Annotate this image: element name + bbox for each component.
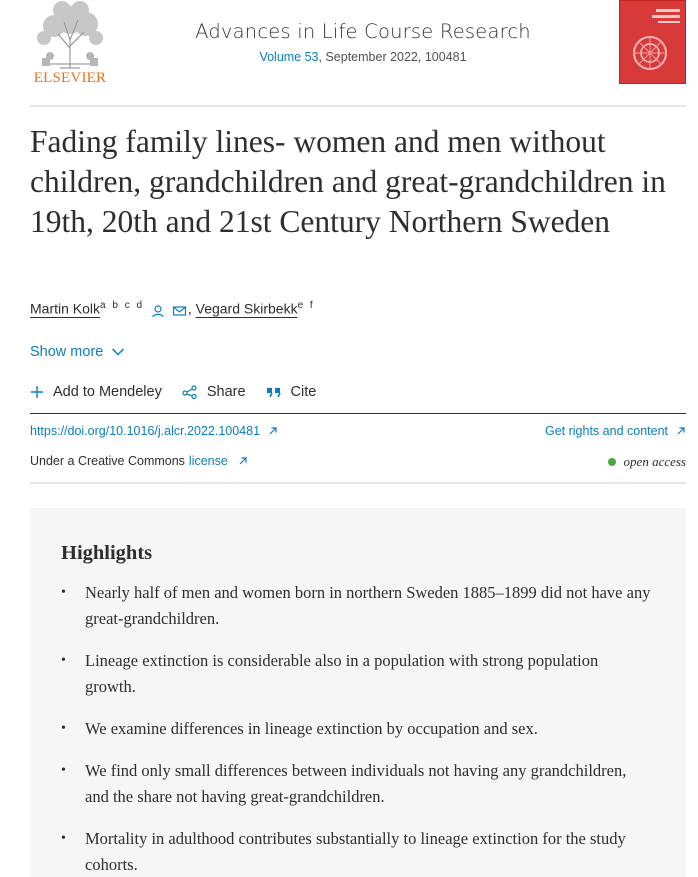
journal-cover-icon[interactable] [619,0,686,84]
license-row [30,454,686,474]
volume-link[interactable]: Volume 53 [259,50,319,64]
highlights-title: Highlights [61,542,153,564]
rights-label: Get rights and content [545,424,668,438]
person-icon[interactable] [151,304,165,321]
email-icon[interactable] [172,304,188,321]
divider [30,413,686,414]
article-toolbar [30,384,336,400]
author-list [30,300,315,321]
journal-info [130,20,596,64]
page-header [30,0,686,107]
elsevier-logo[interactable] [30,0,110,88]
article-title: Fading family lines- women and men without children, grandchildren and great-grandchildren in 19th, 20th and 21st Century Northern Sweden [30,124,666,239]
license-link[interactable]: license [188,454,228,468]
journal-title[interactable]: Advances in Life Course Research [195,20,531,43]
doi-row [30,424,686,444]
author-affiliation-kolk[interactable]: a b c d [100,300,145,311]
author-affiliation-skirbekk[interactable]: e f [297,300,315,311]
show-more-label: Show more [30,344,104,360]
chevron-down-icon [111,347,125,357]
highlight-item: • Lineage extinction is considerable also in a population with strong population growth. [61,648,651,700]
show-more-button[interactable] [30,344,125,360]
highlight-item: • We examine differences in lineage extinction by occupation and sex. [61,716,651,742]
issue-details: , September 2022, 100481 [318,50,467,64]
get-rights-link[interactable] [545,424,686,438]
external-link-icon [676,426,686,436]
elsevier-wordmark: ELSEVIER [33,70,107,86]
quote-icon [266,385,282,399]
share-label: Share [206,384,246,400]
open-access-badge [608,454,686,470]
cite-label: Cite [290,384,317,400]
mendeley-label: Add to Mendeley [53,384,162,400]
divider [30,482,686,484]
share-button[interactable] [182,384,246,400]
highlights-section [30,508,686,877]
highlights-list [61,580,651,877]
open-access-label: open access [623,454,686,469]
doi-text: https://doi.org/10.1016/j.alcr.2022.100481 [30,424,261,438]
author-separator: , [187,300,196,317]
author-name-skirbekk[interactable]: Vegard Skirbekk [195,300,298,317]
cite-button[interactable] [266,384,317,400]
cover-art [620,1,686,84]
external-link-icon [268,426,278,436]
highlight-item: • Nearly half of men and women born in northern Sweden 1885–1899 did not have any great-grandchildren. [61,580,651,632]
elsevier-tree-icon [30,0,110,70]
share-icon [182,385,198,399]
author-name-kolk[interactable]: Martin Kolk [30,300,101,317]
open-access-dot-icon [608,458,616,466]
license-prefix: Under a Creative Commons [30,454,185,468]
highlight-item: • We find only small differences between individuals not having any grandchildren, and the share not having great-grandchildren. [61,758,651,810]
highlight-item: • Mortality in adulthood contributes substantially to lineage extinction for the study cohorts. [61,826,651,877]
add-to-mendeley-button[interactable] [30,384,162,400]
journal-issue [130,50,596,64]
plus-icon [30,385,44,399]
doi-link[interactable] [30,424,278,438]
external-link-icon [238,456,248,466]
license-info [30,454,248,468]
